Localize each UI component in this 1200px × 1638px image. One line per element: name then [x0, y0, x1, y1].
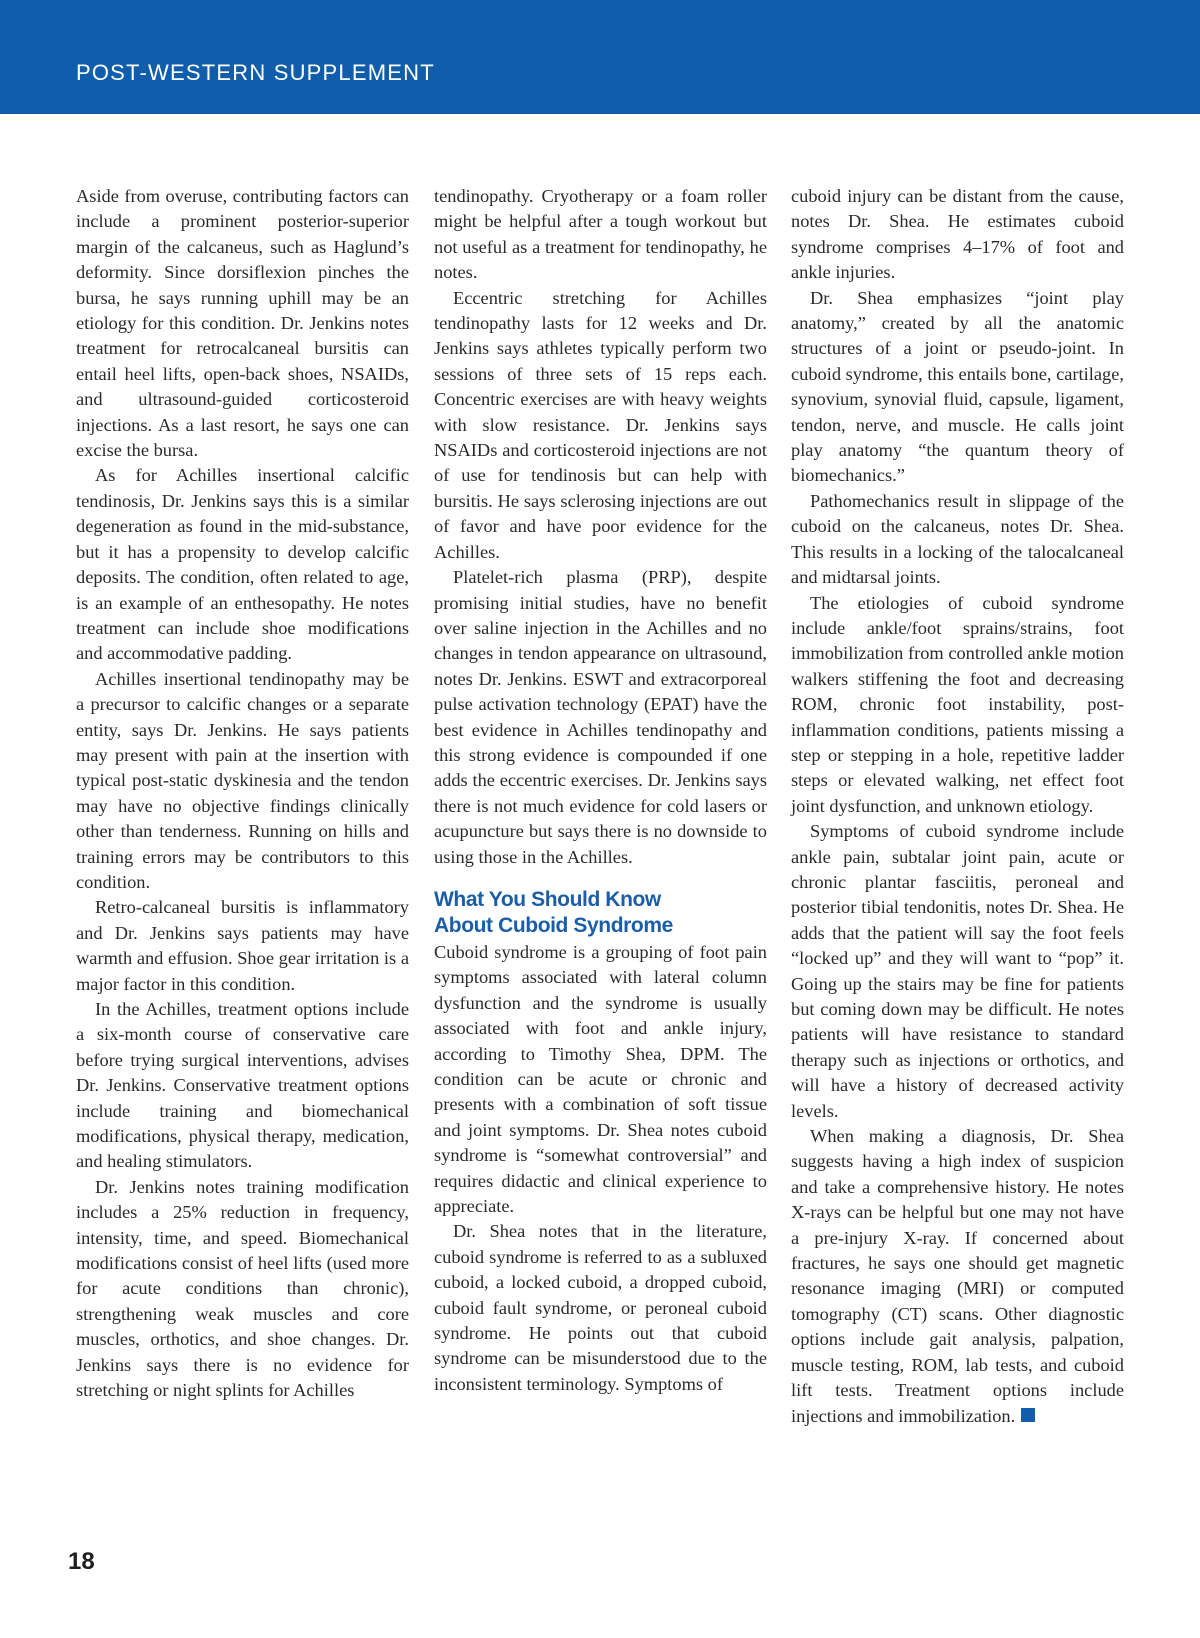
- section-title: POST-WESTERN SUPPLEMENT: [76, 60, 435, 85]
- paragraph: Platelet-rich plasma (PRP), despite promising initial studies, have no benefit over saline injection in the Achilles and no changes in tendon appearance on ultrasound, notes Dr. Jenkins. ESWT and extracorporeal pulse activation technology (EPAT) have the best evidence in Achilles tendinopathy and this strong evidence is compounded if one adds the eccentric exercises. Dr. Jenkins says there is not much evidence for cold lasers or acupuncture but says there is no downside to using those in the Achilles.: [434, 567, 767, 867]
- paragraph: cuboid injury can be distant from the cause, notes Dr. Shea. He estimates cuboid syndrome comprises 4–17% of foot and ankle injuries.: [791, 186, 1124, 283]
- paragraph: Aside from overuse, contributing factors can include a prominent posterior-superior margin of the calcaneus, such as Haglund’s deformity. Since dorsiflexion pinches the bursa, he says running uphill may be an etiology for this condition. Dr. Jenkins notes treatment for retrocalcaneal bursitis can entail heel lifts, open-back shoes, NSAIDs, and ultrasound-guided corticosteroid injections. As a last resort, he says one can excise the bursa.: [76, 186, 409, 461]
- paragraph: Cuboid syndrome is a grouping of foot pain symptoms associated with lateral column dysfunction and the syndrome is usually associated with foot and ankle injury, according to Timothy Shea, DPM. The condition can be acute or chronic and presents with a combination of soft tissue and joint symptoms. Dr. Shea notes cuboid syndrome is “somewhat controversial” and requires didactic and clinical experience to appreciate.: [434, 941, 767, 1217]
- paragraph-text: When making a diagnosis, Dr. Shea suggests having a high index of suspicion and take a comprehensive history. He notes X-rays can be helpful but one may not have a pre-injury X-ray. If concerned about fractures, he says one should get magnetic resonance imaging (MRI) or computed tomography (CT) scans. Other diagnostic options include gait analysis, palpation, muscle testing, ROM, lab tests, and cuboid lift tests. Treatment options include injections and immobilization.: [791, 1126, 1124, 1426]
- paragraph: Eccentric stretching for Achilles tendinopathy lasts for 12 weeks and Dr. Jenkins says athletes typically perform two sessions of three sets of 15 reps each. Concentric exercises are with heavy weights with slow resistance. Dr. Jenkins says NSAIDs and corticosteroid injections are not of use for tendinosis but can help with bursitis. He says sclerosing injections are out of favor and have poor evidence for the Achilles.: [434, 287, 767, 562]
- paragraph: In the Achilles, treatment options include a six-month course of conservative care before trying surgical interventions, advises Dr. Jenkins. Conservative treatment options include training and biomechanical modifications, physical therapy, medication, and healing stimulators.: [76, 999, 409, 1172]
- article-column-3: [791, 184, 1124, 1429]
- paragraph: Achilles insertional tendinopathy may be a precursor to calcific changes or a separate entity, says Dr. Jenkins. He says patients may present with pain at the insertion with typical post-static dyskinesia and the tendon may have no objective findings clinically other than tenderness. Running on hills and training errors may be contributors to this condition.: [76, 668, 409, 892]
- section-subhead: [434, 887, 767, 940]
- paragraph: Dr. Shea notes that in the literature, cuboid syndrome is referred to as a subluxed cuboid, a locked cuboid, a dropped cuboid, cuboid fault syndrome, or peroneal cuboid syndrome. He points out that cuboid syndrome can be misunderstood due to the inconsistent terminology. Symptoms of: [434, 1221, 767, 1394]
- paragraph: Symptoms of cuboid syndrome include ankle pain, subtalar joint pain, acute or chronic plantar fasciitis, peroneal and posterior tibial tendonitis, notes Dr. Shea. He adds that the patient will say the foot feels “locked up” and they will want to “pop” it. Going up the stairs may be fine for patients but coming down may be difficult. He notes patients will have resistance to standard therapy such as injections or orthotics, and will have a history of decreased activity levels.: [791, 821, 1124, 1121]
- header-banner: [0, 0, 1200, 114]
- article-column-1: [76, 184, 409, 1404]
- paragraph: The etiologies of cuboid syndrome include ankle/foot sprains/strains, foot immobilization from controlled ankle motion walkers stiffening the foot and decreasing ROM, chronic foot instability, post-inflammation conditions, patients missing a step or stepping in a hole, repetitive ladder steps or elevated walking, net effect foot joint dysfunction, and unknown etiology.: [791, 592, 1125, 816]
- article-column-2: [434, 184, 767, 1397]
- page-number: 18: [68, 1548, 95, 1575]
- paragraph: Dr. Jenkins notes training modification includes a 25% reduction in frequency, intensity, time, and speed. Biomechanical modifications consist of heel lifts (used more for acute conditions than chronic), strengthening weak muscles and core muscles, orthotics, and shoe changes. Dr. Jenkins says there is no evidence for stretching or night splints for Achilles: [76, 1176, 409, 1401]
- paragraph: Retro-calcaneal bursitis is inflammatory and Dr. Jenkins says patients may have warmth and effusion. Shoe gear irritation is a major factor in this condition.: [76, 897, 409, 994]
- end-of-article-icon: [1021, 1408, 1035, 1422]
- last-paragraph: [791, 1124, 1124, 1429]
- paragraph: tendinopathy. Cryotherapy or a foam roller might be helpful after a tough workout but not useful as a treatment for tendinopathy, he notes.: [434, 186, 767, 283]
- paragraph: Dr. Shea emphasizes “joint play anatomy,” created by all the anatomic structures of a joint or pseudo-joint. In cuboid syndrome, this entails bone, cartilage, synovium, synovial fluid, capsule, ligament, tendon, nerve, and muscle. He calls joint play anatomy “the quantum theory of biomechanics.”: [791, 287, 1124, 486]
- paragraph: Pathomechanics result in slippage of the cuboid on the calcaneus, notes Dr. Shea. This results in a locking of the talocalcaneal and midtarsal joints.: [791, 490, 1124, 588]
- paragraph: As for Achilles insertional calcific tendinosis, Dr. Jenkins says this is a similar degeneration as found in the mid-substance, but it has a propensity to develop calcific deposits. The condition, often related to age, is an example of an enthesopathy. He notes treatment can include shoe modifications and accommodative padding.: [76, 465, 409, 664]
- subhead-line: About Cuboid Syndrome: [434, 914, 673, 938]
- subhead-line: What You Should Know: [434, 887, 661, 911]
